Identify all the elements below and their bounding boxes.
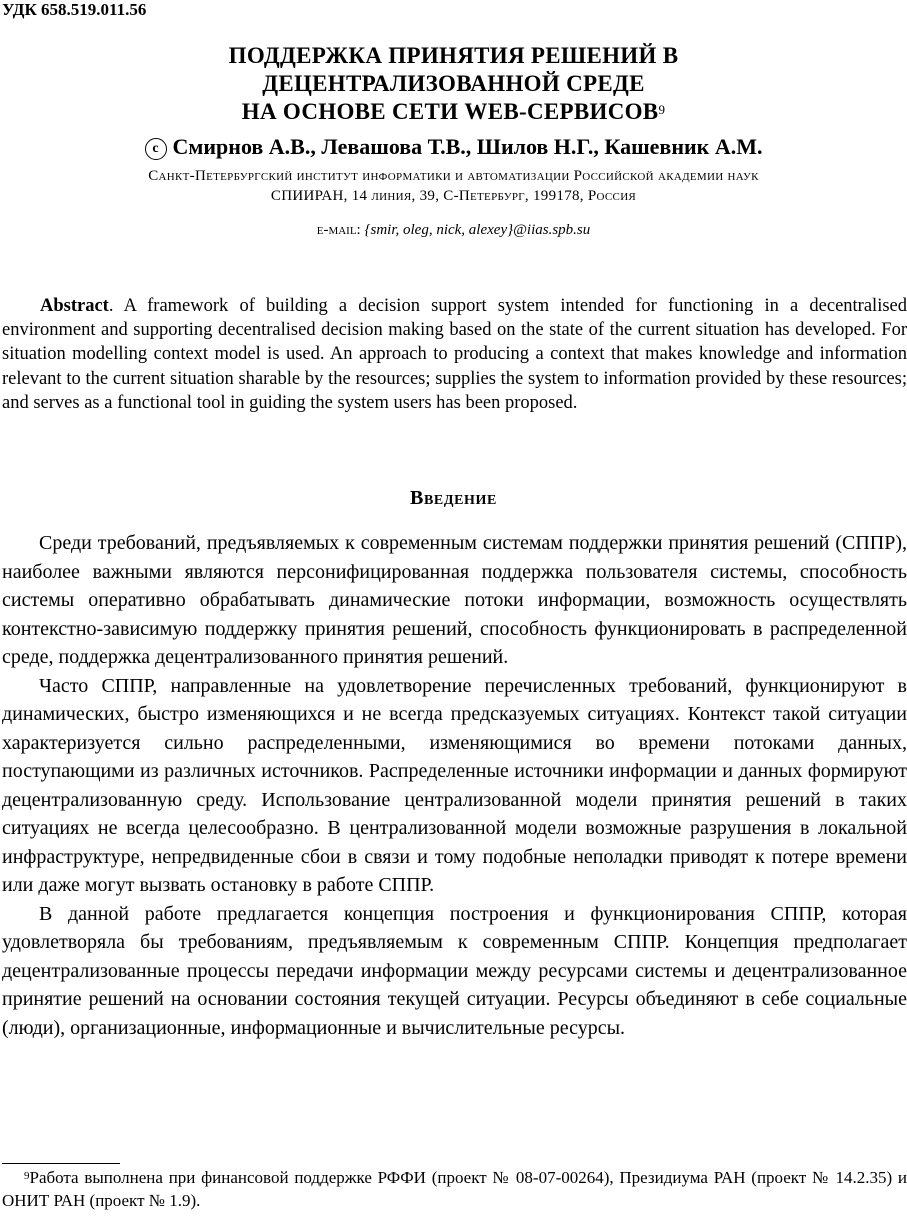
affiliation-line-1: Санкт-Петербургский институт информатики и автоматизации Российской академии наук (148, 168, 759, 184)
email-address: {smir, oleg, nick, alexey}@iias.spb.su (364, 222, 591, 238)
footnote-text: Работа выполнена при финансовой поддержке РФФИ (проект № 08-07-00264), Президиума РАН (проект № 14.2.35) и ОНИТ РАН (проект № 1.9). (2, 1168, 907, 1210)
footnote (2, 1166, 907, 1212)
abstract-label: Abstract (40, 296, 109, 316)
paragraph: Среди требований, предъявляемых к современным системам поддержки принятия решений (СППР), наиболее важными являются персонифицированная поддержка пользователя системы, способность системы оперативно обрабатывать динамические потоки информации, возможность осуществлять контекстно-зависимую поддержку принятия решений, способность функционировать в распределенной среде, поддержка децентрализованного принятия решений. (2, 532, 907, 668)
title-line-1: ПОДДЕРЖКА ПРИНЯТИЯ РЕШЕНИЙ В (228, 43, 679, 68)
copyright-icon: c (145, 138, 167, 160)
paper-title (0, 42, 907, 126)
title-line-3: НА ОСНОВЕ СЕТИ WEB-СЕРВИСОВ$^9$ (241, 99, 666, 124)
body-text (2, 529, 907, 1042)
email-label: e-mail: (316, 222, 361, 238)
udc-code: УДК 658.519.011.56 (2, 0, 147, 19)
title-line-2: ДЕЦЕНТРАЛИЗОВАННОЙ СРЕДЕ (262, 71, 645, 96)
paragraph: В данной работе предлагается концепция построения и функционирования СППР, которая удовлетворяла бы требованиям, предъявляемым к современным СППР. Концепция предполагает децентрализованные процессы передачи информации между ресурсами системы и децентрализованное принятие решений на основании состояния текущей ситуации. Ресурсы объединяют в себе социальные (люди), организационные, информационные и вычислительные ресурсы. (2, 902, 907, 1039)
paragraph: Часто СППР, направленные на удовлетворение перечисленных требований, функционируют в динамических, быстро изменяющихся и не всегда предсказуемых ситуациях. Контекст такой ситуации характеризуется сильно распределенными, изменяющимися во времени потоками данных, поступающими из различных источников. Распределенные источники информации и данных формируют децентрализованную среду. Использование централизованной модели принятия решений в таких ситуациях не всегда целесообразно. В централизованной модели возможные разрушения в локальной инфраструктуре, непредвиденные сбои в связи и тому подобные неполадки приводят к потере времени или даже могут вызвать остановку в работе СППР. (2, 674, 907, 896)
affiliation-line-2: СПИИРАН, 14 линия, 39, С-Петербург, 199178, Россия (270, 188, 637, 204)
title-footnote-mark: 9 (658, 102, 666, 117)
abstract-text: . A framework of building a decision support system intended for functioning in a decentralised environment and supporting decentralised decision making based on the state of the current situation has developed. For situation modelling context model is used. An approach to producing a context that makes knowledge and information relevant to the current situation sharable by the resources; supplies the system to information provided by these resources; and serves as a functional tool in guiding the system users has been proposed. (2, 296, 907, 413)
section-title: Введение (410, 487, 497, 509)
email-line (0, 222, 907, 239)
abstract (2, 294, 907, 415)
footnote-number: 9 (24, 1170, 30, 1182)
footnote-divider (2, 1163, 120, 1164)
authors-line (0, 134, 907, 160)
authors-names: Смирнов А.В., Левашова Т.В., Шилов Н.Г., Кашевник А.М. (172, 134, 763, 159)
